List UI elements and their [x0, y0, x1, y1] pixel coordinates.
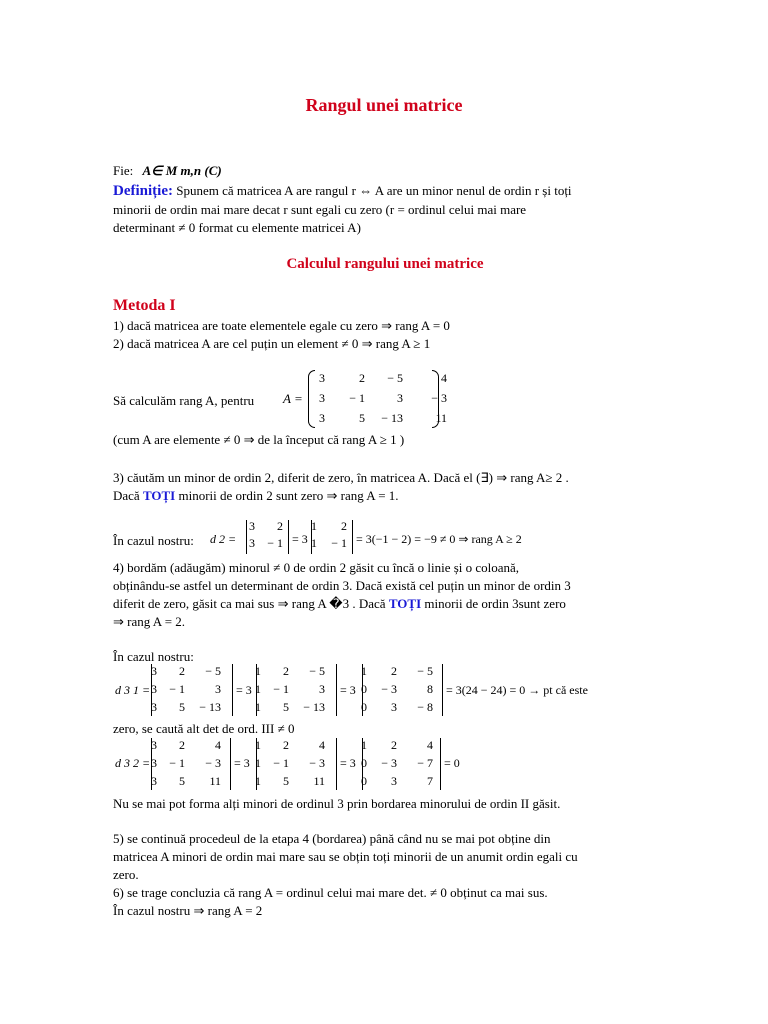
matrix-cell: 5 [283, 774, 289, 788]
matrix-cell: 3 [249, 519, 255, 533]
d31-det-2 [252, 662, 328, 716]
matrix-cell: 3 [319, 391, 325, 405]
toti-emphasis-2: TOȚI [388, 596, 422, 611]
matrix-cell: 1 [361, 664, 367, 678]
det-bar [232, 664, 233, 716]
d31-det-1 [148, 662, 224, 716]
final-conclusion: În cazul nostru ⇒ rang A = 2 [113, 903, 263, 918]
step-5-line-2: matricea A minori de ordin mai mare sau se obțin toți minorii de un anumit ordin egali cu [113, 849, 578, 864]
matrix-cell: − 1 [273, 682, 289, 696]
matrix-cell: 5 [359, 411, 365, 425]
nu-line: Nu se mai pot forma alți minori de ordinul 3 prin bordarea minorului de ordin II găsit. [113, 796, 561, 811]
matrix-cell: − 5 [417, 664, 433, 678]
step-3-line-2: Dacă TOȚI minorii de ordin 2 sunt zero ⇒ rang A = 1. [113, 488, 399, 503]
matrix-cell: − 3 [381, 682, 397, 696]
d32-result: = 0 [444, 756, 460, 770]
matrix-cell: 0 [361, 682, 367, 696]
matrix-cell: − 3 [205, 756, 221, 770]
d32-eq-2: = 3 [340, 756, 356, 770]
d2-name: d 2 = [210, 532, 237, 546]
matrix-cell: 2 [283, 664, 289, 678]
method-heading: Metoda I [113, 297, 176, 314]
matrix-cell: − 3 [431, 391, 447, 405]
matrix-right-paren [432, 370, 439, 428]
matrix-A [312, 368, 450, 428]
matrix-cell: 1 [255, 738, 261, 752]
d32-det-3 [358, 736, 436, 790]
zero-line: zero, se caută alt det de ord. III ≠ 0 [113, 721, 295, 736]
matrix-cell: 2 [359, 371, 365, 385]
step-5-line-1: 5) se continuă procedeul de la etapa 4 (bordarea) până când nu se mai pot obține din [113, 831, 551, 846]
step-1: 1) dacă matricea are toate elementele egale cu zero ⇒ rang A = 0 [113, 318, 450, 333]
toti-emphasis: TOȚI [142, 488, 176, 503]
matrix-cell: 3 [319, 411, 325, 425]
matrix-cell: 2 [283, 738, 289, 752]
matrix-cell: − 13 [303, 700, 325, 714]
matrix-cell: 3 [319, 371, 325, 385]
matrix-cell: − 3 [381, 756, 397, 770]
d32-eq-1: = 3 [234, 756, 250, 770]
matrix-cell: 0 [361, 774, 367, 788]
matrix-cell: 3 [151, 756, 157, 770]
matrix-cell: − 1 [331, 536, 347, 550]
step-5-line-3: zero. [113, 867, 139, 882]
matrix-cell: − 5 [387, 371, 403, 385]
matrix-cell: 1 [255, 664, 261, 678]
section-subtitle: Calculul rangului unei matrice [286, 256, 484, 272]
definition-text-1: Spunem că matricea A are rangul r ⇔ A are un minor nenul de ordin r și toți [176, 183, 572, 198]
matrix-cell: 3 [391, 774, 397, 788]
matrix-cell: − 3 [309, 756, 325, 770]
det-bar [440, 738, 441, 790]
matrix-cell: 1 [255, 682, 261, 696]
matrix-cell: 2 [391, 664, 397, 678]
matrix-cell: 5 [283, 700, 289, 714]
d31-result: = 3(24 − 24) = 0 → pt că este [446, 683, 588, 697]
matrix-cell: 1 [255, 756, 261, 770]
d32-det-1 [148, 736, 224, 790]
definition-line-3: determinant ≠ 0 format cu elemente matricei A) [113, 220, 361, 235]
case-2-label: În cazul nostru: [113, 649, 194, 664]
d2-minor-2 [308, 518, 350, 552]
d31-eq-2: = 3 [340, 683, 356, 697]
d2-result: = 3(−1 − 2) = −9 ≠ 0 ⇒ rang A ≥ 2 [356, 532, 522, 546]
matrix-cell: − 1 [169, 756, 185, 770]
matrix-cell: − 13 [199, 700, 221, 714]
fie-expression: A∈ M m,n (C) [142, 163, 222, 178]
step-3-line-1: 3) căutăm un minor de ordin 2, diferit de zero, în matricea A. Dacă el (∃) ⇒ rang A≥ 2 . [113, 470, 569, 485]
det-bar [288, 520, 289, 554]
matrix-cell: 0 [361, 700, 367, 714]
matrix-cell: 3 [397, 391, 403, 405]
matrix-cell: 1 [311, 536, 317, 550]
matrix-cell: 4 [319, 738, 325, 752]
matrix-cell: − 5 [205, 664, 221, 678]
det-bar [336, 664, 337, 716]
fie-label: Fie: [113, 163, 134, 178]
fie-line [113, 162, 222, 179]
det-bar [336, 738, 337, 790]
matrix-cell: 11 [313, 774, 325, 788]
d2-minor [246, 518, 286, 552]
matrix-cell: 1 [361, 738, 367, 752]
matrix-cell: − 7 [417, 756, 433, 770]
matrix-cell: 4 [441, 371, 447, 385]
matrix-name: A = [283, 391, 303, 406]
matrix-cell: − 8 [417, 700, 433, 714]
matrix-cell: 0 [361, 756, 367, 770]
matrix-cell: 3 [215, 682, 221, 696]
det-bar [230, 738, 231, 790]
step-4-line-4: ⇒ rang A = 2. [113, 614, 186, 629]
definition-line-2: minorii de ordin mai mare decat r sunt egali cu zero (r = ordinul celui mai mare [113, 202, 527, 217]
matrix-cell: 11 [435, 411, 447, 425]
matrix-cell: 3 [151, 774, 157, 788]
definition-line-1 [113, 182, 572, 200]
matrix-cell: 1 [255, 700, 261, 714]
det-bar [442, 664, 443, 716]
matrix-cell: 8 [427, 682, 433, 696]
matrix-cell: 4 [215, 738, 221, 752]
matrix-cell: 3 [249, 536, 255, 550]
matrix-cell: 3 [151, 700, 157, 714]
matrix-cell: 1 [311, 519, 317, 533]
matrix-cell: − 1 [273, 756, 289, 770]
matrix-cell: 3 [151, 682, 157, 696]
matrix-cell: 4 [427, 738, 433, 752]
matrix-cell: 2 [179, 664, 185, 678]
step-4-line-2: obținându-se astfel un determinant de ordin 3. Dacă există cel puțin un minor de ordin 3 [113, 578, 571, 593]
matrix-cell: 2 [391, 738, 397, 752]
d31-eq-1: = 3 [236, 683, 252, 697]
matrix-cell: 2 [179, 738, 185, 752]
matrix-cell: − 13 [381, 411, 403, 425]
matrix-cell: 3 [391, 700, 397, 714]
step-2: 2) dacă matricea A are cel puțin un element ≠ 0 ⇒ rang A ≥ 1 [113, 336, 431, 351]
matrix-cell: − 1 [267, 536, 283, 550]
calc-label: Să calculăm rang A, pentru [113, 393, 255, 408]
d31-det-3 [358, 662, 436, 716]
d32-name: d 3 2 = [115, 756, 151, 770]
matrix-cell: 3 [151, 738, 157, 752]
case-1-label: În cazul nostru: [113, 533, 194, 548]
matrix-cell: 2 [277, 519, 283, 533]
step-4-line-3: diferit de zero, găsit ca mai sus ⇒ rang A �3 . Dacă TOȚI minorii de ordin 3sunt zero [113, 596, 566, 611]
page-title: Rangul unei matrice [305, 95, 463, 115]
note-line: (cum A are elemente ≠ 0 ⇒ de la început că rang A ≥ 1 ) [113, 432, 405, 447]
definition-label: Definiție: [113, 183, 173, 199]
matrix-cell: 1 [255, 774, 261, 788]
step-6: 6) se trage concluzia că rang A = ordinul celui mai mare det. ≠ 0 obținut ca mai sus. [113, 885, 548, 900]
step-4-line-1: 4) bordăm (adăugăm) minorul ≠ 0 de ordin 2 găsit cu încă o linie și o coloană, [113, 560, 520, 575]
matrix-cell: 3 [151, 664, 157, 678]
det-bar [352, 520, 353, 554]
matrix-cell: 5 [179, 774, 185, 788]
matrix-cell: − 1 [169, 682, 185, 696]
matrix-cell: − 5 [309, 664, 325, 678]
matrix-cell: 2 [341, 519, 347, 533]
matrix-cell: 7 [427, 774, 433, 788]
matrix-cell: 11 [209, 774, 221, 788]
matrix-cell: 3 [319, 682, 325, 696]
d2-eq-1: = 3 [292, 532, 308, 546]
d32-det-2 [252, 736, 328, 790]
matrix-cell: 5 [179, 700, 185, 714]
d31-name: d 3 1 = [115, 683, 151, 697]
matrix-cell: − 1 [349, 391, 365, 405]
